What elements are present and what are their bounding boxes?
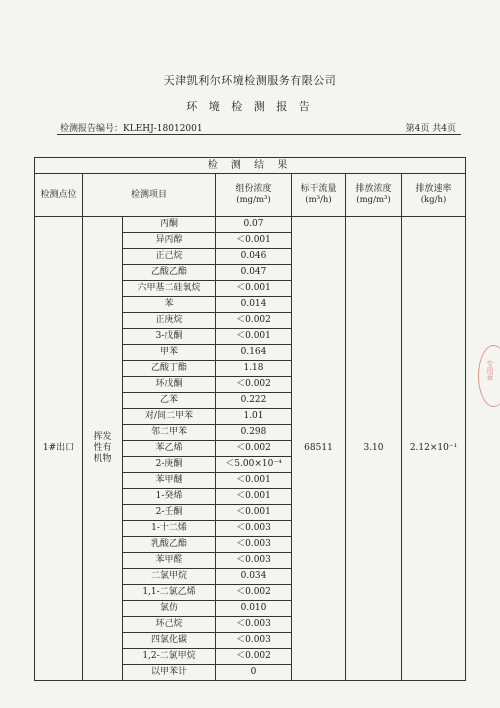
item-cell: 环己烷 — [123, 617, 216, 633]
results-table — [34, 157, 466, 681]
item-cell: 四氯化碳 — [123, 633, 216, 649]
header-emission-rate-unit: (kg/h) — [420, 195, 447, 205]
item-cell: 二氯甲烷 — [123, 569, 216, 585]
item-cell: 3-戊酮 — [123, 329, 216, 345]
report-number — [60, 121, 203, 134]
concentration-cell: 0.164 — [216, 345, 292, 361]
item-cell: 乙酸乙酯 — [123, 265, 216, 281]
company-name: 天津凯利尔环境检测服务有限公司 — [163, 74, 337, 87]
item-cell: 1-癸烯 — [123, 489, 216, 505]
item-cell: 丙酮 — [123, 217, 216, 233]
item-cell: 1,2-二氯甲烷 — [123, 649, 216, 665]
item-cell: 2-庚酮 — [123, 457, 216, 473]
header-flow — [292, 174, 346, 217]
item-cell: 甲苯 — [123, 345, 216, 361]
concentration-cell: 0.298 — [216, 425, 292, 441]
concentration-cell: ＜0.002 — [216, 649, 292, 665]
concentration-cell: 0.047 — [216, 265, 292, 281]
header-concentration — [216, 174, 292, 217]
item-cell: 对/间二甲苯 — [123, 409, 216, 425]
concentration-cell: ＜0.001 — [216, 233, 292, 249]
item-cell: 六甲基二硅氧烷 — [123, 281, 216, 297]
flow-cell: 68511 — [292, 217, 346, 681]
concentration-cell: ＜0.001 — [216, 473, 292, 489]
report-title: 环 境 检 测 报 告 — [186, 100, 314, 113]
item-cell: 正庚烷 — [123, 313, 216, 329]
concentration-cell: ＜0.002 — [216, 313, 292, 329]
item-cell: 环戊酮 — [123, 377, 216, 393]
item-cell: 以甲苯计 — [123, 665, 216, 681]
header-emission-rate — [402, 174, 466, 217]
concentration-cell: ＜0.002 — [216, 441, 292, 457]
header-emission-conc-unit: (mg/m³) — [356, 195, 391, 205]
concentration-cell: ＜0.003 — [216, 537, 292, 553]
concentration-cell: 1.18 — [216, 361, 292, 377]
header-flow-label: 标干流量 — [300, 184, 337, 194]
item-cell: 乙苯 — [123, 393, 216, 409]
concentration-cell: 0.010 — [216, 601, 292, 617]
table-row — [35, 217, 466, 233]
table-title: 检 测 结 果 — [35, 158, 466, 174]
concentration-cell: 0.07 — [216, 217, 292, 233]
concentration-cell: ＜0.003 — [216, 521, 292, 537]
report-number-value: KLEHJ-18012001 — [123, 124, 203, 134]
concentration-cell: 0.034 — [216, 569, 292, 585]
concentration-cell: 0 — [216, 665, 292, 681]
concentration-cell: ＜0.002 — [216, 377, 292, 393]
item-cell: 2-壬酮 — [123, 505, 216, 521]
concentration-cell: ＜0.001 — [216, 281, 292, 297]
item-cell: 1-十二烯 — [123, 521, 216, 537]
concentration-cell: ＜0.001 — [216, 489, 292, 505]
header-item: 检测项目 — [83, 174, 216, 217]
emission-conc-cell: 3.10 — [346, 217, 402, 681]
header-emission-conc — [346, 174, 402, 217]
item-cell: 乳酸乙酯 — [123, 537, 216, 553]
item-cell: 异丙醇 — [123, 233, 216, 249]
concentration-cell: ＜0.002 — [216, 585, 292, 601]
header-divider — [57, 134, 461, 135]
item-cell: 苯 — [123, 297, 216, 313]
concentration-cell: ＜0.003 — [216, 617, 292, 633]
concentration-cell: ＜5.00×10⁻⁴ — [216, 457, 292, 473]
concentration-cell: 0.046 — [216, 249, 292, 265]
header-emission-conc-label: 排放浓度 — [355, 184, 392, 194]
header-concentration-label: 组份浓度 — [235, 184, 272, 194]
item-cell: 1,1-二氯乙烯 — [123, 585, 216, 601]
header-emission-rate-label: 排放速率 — [415, 184, 452, 194]
header-concentration-unit: (mg/m³) — [236, 195, 271, 205]
item-cell: 氯仿 — [123, 601, 216, 617]
concentration-cell: ＜0.003 — [216, 553, 292, 569]
category-cell: 挥发性有机物 — [83, 217, 123, 681]
concentration-cell: 0.014 — [216, 297, 292, 313]
concentration-cell: ＜0.001 — [216, 505, 292, 521]
item-cell: 苯甲醚 — [123, 473, 216, 489]
concentration-cell: 1.01 — [216, 409, 292, 425]
item-cell: 邻二甲苯 — [123, 425, 216, 441]
concentration-cell: 0.222 — [216, 393, 292, 409]
location-cell: 1#出口 — [35, 217, 83, 681]
seal-stamp: 专用章 — [478, 345, 500, 407]
emission-rate-cell: 2.12×10⁻¹ — [402, 217, 466, 681]
item-cell: 正己烷 — [123, 249, 216, 265]
item-cell: 苯乙烯 — [123, 441, 216, 457]
header-flow-unit: (m³/h) — [305, 195, 332, 205]
item-cell: 苯甲醛 — [123, 553, 216, 569]
concentration-cell: ＜0.003 — [216, 633, 292, 649]
header-location: 检测点位 — [35, 174, 83, 217]
item-cell: 乙酸丁酯 — [123, 361, 216, 377]
report-number-label: 检测报告编号： — [60, 124, 124, 134]
concentration-cell: ＜0.001 — [216, 329, 292, 345]
page-info: 第4页 共4页 — [405, 124, 456, 134]
